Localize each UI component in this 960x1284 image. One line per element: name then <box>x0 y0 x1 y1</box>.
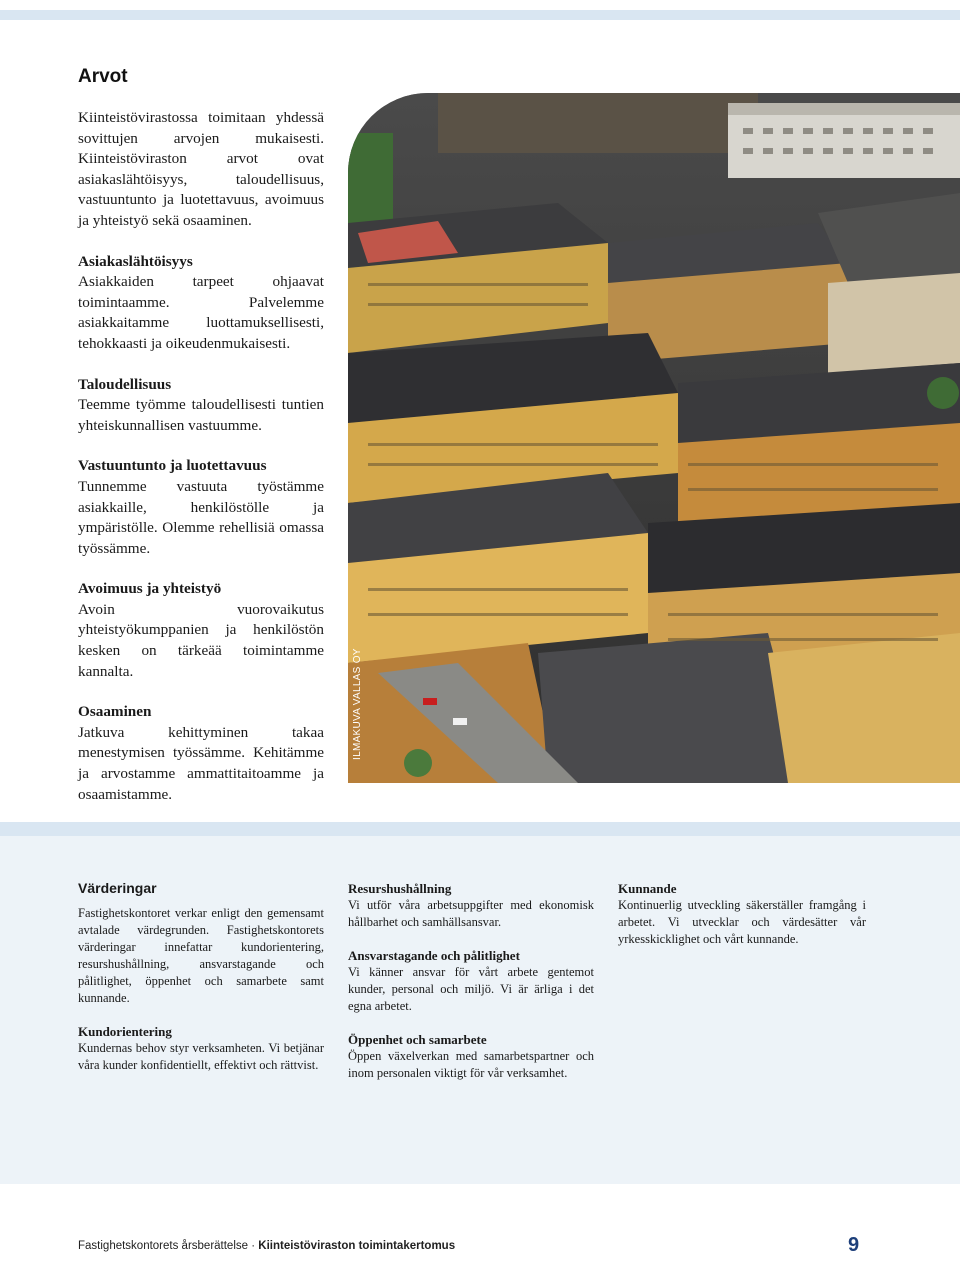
page-footer <box>78 1240 455 1252</box>
finnish-section <box>78 252 324 355</box>
finnish-intro: Kiinteistövirastossa toimitaan yhdessä sovittujen arvojen mukaisesti. Kiinteistöviraston arvot ovat asiakaslähtöisyys, taloudellisuus, vastuuntunto ja luotettavuus, avoimuus ja yhteistyö sekä osaaminen. <box>78 109 324 229</box>
section-heading: Taloudellisuus <box>78 375 172 393</box>
swedish-column-3 <box>618 880 866 964</box>
section-heading: Öppenhet och samarbete <box>348 1032 487 1047</box>
swedish-section <box>348 1031 594 1082</box>
aerial-city-photo <box>348 93 960 783</box>
section-heading: Asiakaslähtöisyys <box>78 252 193 270</box>
swedish-section <box>618 880 866 948</box>
swedish-intro-section <box>78 905 324 1007</box>
finnish-section <box>78 456 324 559</box>
swedish-section <box>348 880 594 931</box>
swedish-section <box>348 947 594 1015</box>
section-text: Kontinuerlig utveckling säkerställer framgång i arbetet. Vi utvecklar och värdesätter vår yrkesskicklighet och vårt kunnande. <box>618 898 866 946</box>
finnish-values-column <box>78 66 324 805</box>
finnish-section <box>78 375 324 437</box>
footer-publication-finnish: Kiinteistöviraston toimintakertomus <box>258 1240 456 1252</box>
footer-separator: · <box>251 1240 256 1252</box>
aerial-city-illustration <box>348 93 960 783</box>
section-text: Teemme työmme taloudellisesti tuntien yhteiskunnallisen vastuumme. <box>78 396 324 434</box>
swedish-column-1 <box>78 880 324 1090</box>
section-text: Avoin vuorovaikutus yhteistyökumppanien ja henkilöstön kesken on tärkeää toimintamme kannalta. <box>78 600 324 680</box>
section-heading: Osaaminen <box>78 703 152 721</box>
section-heading: Resurshushållning <box>348 881 452 896</box>
section-heading: Ansvarstagande och pålitlighet <box>348 948 520 963</box>
section-text: Öppen växelverkan med samarbetspartner och inom personalen viktigt för vår verksamhet. <box>348 1049 594 1080</box>
middle-accent-band <box>0 822 960 836</box>
section-text: Jatkuva kehittyminen takaa menestymisen työssämme. Kehitämme ja arvostamme ammattitaitoamme ja osaamistamme. <box>78 723 324 803</box>
photo-credit: ILMAKUVA VALLAS OY <box>352 648 363 760</box>
swedish-section <box>78 1023 324 1074</box>
top-accent-band <box>0 10 960 20</box>
section-heading: Vastuuntunto ja luotettavuus <box>78 457 267 475</box>
finnish-section <box>78 579 324 682</box>
section-text: Tunnemme vastuuta työstämme asiakkaille, henkilöstölle ja ympäristölle. Olemme rehellisiä omassa työssämme. <box>78 477 324 557</box>
swedish-title: Värderingar <box>78 880 157 896</box>
swedish-column-2 <box>348 880 594 1098</box>
swedish-intro: Fastighetskontoret verkar enligt den gemensamt avtalade värdegrunden. Fastighetskontorets värderingar innefattar kundorientering, resurshushållning, ansvarstagande och pålitlighet, öppenhet och samarbete samt kunnande. <box>78 906 324 1005</box>
section-heading: Kunnande <box>618 881 677 896</box>
section-text: Vi utför våra arbetsuppgifter med ekonomisk hållbarhet och samhällsansvar. <box>348 898 594 929</box>
finnish-section <box>78 702 324 805</box>
section-heading: Avoimuus ja yhteistyö <box>78 580 222 598</box>
section-text: Kundernas behov styr verksamheten. Vi betjänar våra kunder konfidentiellt, effektivt och rättvist. <box>78 1041 324 1072</box>
section-heading: Kundorientering <box>78 1024 172 1039</box>
footer-publication-swedish: Fastighetskontorets årsberättelse <box>78 1240 249 1252</box>
section-text: Asiakkaiden tarpeet ohjaavat toimintaamme. Palvelemme asiakkaitamme luottamuksellisesti, tehokkaasti ja oikeudenmukaisesti. <box>78 273 324 352</box>
page-title: Arvot <box>78 66 128 87</box>
section-text: Vi känner ansvar för vårt arbete gentemot kunder, personal och miljö. Vi är ärliga i det egna arbetet. <box>348 965 594 1013</box>
page-number: 9 <box>848 1234 860 1256</box>
